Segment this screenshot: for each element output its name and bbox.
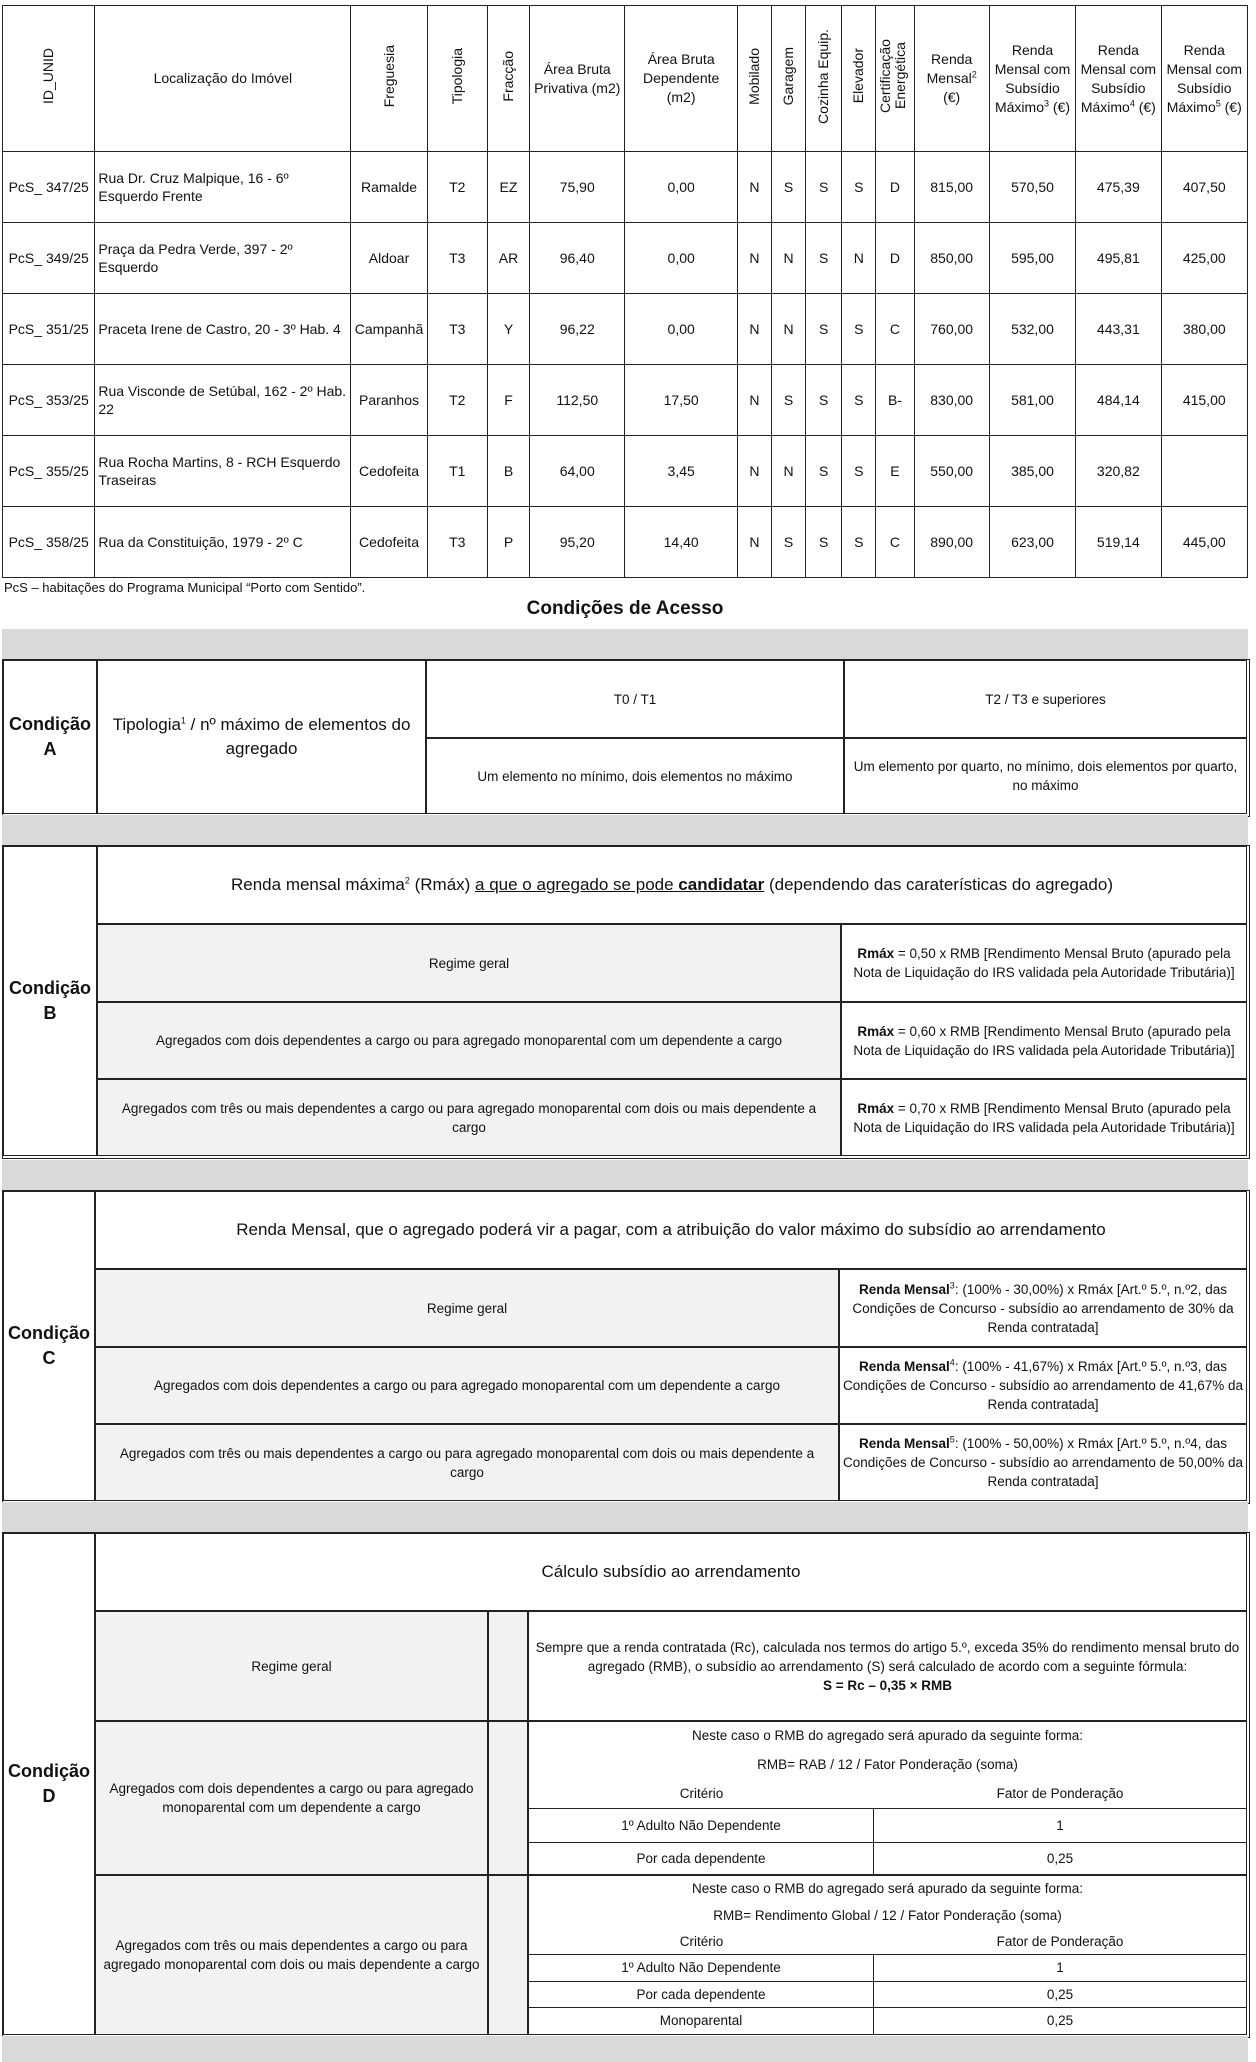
- condition-d-group3-row: Por cada dependente: [529, 1981, 874, 2007]
- units-header-row: [3, 6, 1248, 152]
- cell-area-privativa: 96,22: [530, 294, 625, 365]
- table-row: [3, 152, 1248, 223]
- condition-a-col1-value: Um elemento no mínimo, dois elementos no máximo: [426, 738, 844, 814]
- cell-area-privativa: 75,90: [530, 152, 625, 223]
- condition-d-spacer: [488, 1611, 528, 1721]
- condition-a-col2-value: Um elemento por quarto, no mínimo, dois elementos por quarto, no máximo: [844, 738, 1247, 814]
- cell-mobilado: N: [737, 436, 771, 507]
- condition-d-group2-row-value: 0,25: [874, 1842, 1246, 1874]
- condition-c-box: [2, 1190, 1250, 1504]
- cell-area-dependente: 0,00: [625, 223, 737, 294]
- condition-a-col1-head: T0 / T1: [426, 660, 844, 738]
- cell-freguesia: Ramalde: [351, 152, 427, 223]
- cell-freguesia: Campanhã: [351, 294, 427, 365]
- condition-d-group2-formula: RMB= RAB / 12 / Fator Ponderação (soma): [757, 1757, 1018, 1772]
- cell-elevador: N: [842, 223, 876, 294]
- cell-renda-mensal: 550,00: [914, 436, 989, 507]
- cell-fraccao: Y: [487, 294, 529, 365]
- table-row: [3, 436, 1248, 507]
- condition-c-row2-label: Agregados com dois dependentes a cargo ou para agregado monoparental com um dependente a cargo: [95, 1347, 839, 1424]
- cell-cozinha: S: [806, 223, 842, 294]
- condition-b-row3-value: Rmáx = 0,70 x RMB [Rendimento Mensal Bruto (apurado pela Nota de Liquidação do IRS validada pela Autoridade Tributária)]: [841, 1079, 1247, 1156]
- col-header-elevador: Elevador: [842, 6, 876, 152]
- cell-mobilado: N: [737, 507, 771, 578]
- cell-renda-mensal: 815,00: [914, 152, 989, 223]
- condition-b-row2-value: Rmáx = 0,60 x RMB [Rendimento Mensal Bruto (apurado pela Nota de Liquidação do IRS validada pela Autoridade Tributária)]: [841, 1002, 1247, 1079]
- condition-d-group2-row: 1º Adulto Não Dependente: [529, 1808, 874, 1842]
- cell-elevador: S: [842, 152, 876, 223]
- cell-renda-subsidio-4: 495,81: [1076, 223, 1161, 294]
- condition-d-group2-label: Agregados com dois dependentes a cargo ou para agregado monoparental com um dependente a cargo: [95, 1721, 488, 1875]
- cell-area-privativa: 112,50: [530, 365, 625, 436]
- cell-localizacao: Rua Rocha Martins, 8 - RCH Esquerdo Traseiras: [95, 436, 351, 507]
- cell-area-privativa: 64,00: [530, 436, 625, 507]
- condition-d-group3-row: 1º Adulto Não Dependente: [529, 1954, 874, 1981]
- cell-certificacao: B-: [876, 365, 914, 436]
- cell-fraccao: AR: [487, 223, 529, 294]
- condition-b-row2-label: Agregados com dois dependentes a cargo ou para agregado monoparental com um dependente a cargo: [97, 1002, 841, 1079]
- condition-a-description: Tipologia$^1$ / nº máximo de elementos do agregado: [97, 660, 426, 814]
- cell-localizacao: Rua Visconde de Setúbal, 162 - 2º Hab. 22: [95, 365, 351, 436]
- condition-d-group2-crit-head: Critério: [679, 1786, 724, 1801]
- cell-cozinha: S: [806, 294, 842, 365]
- cell-localizacao: Praça da Pedra Verde, 397 - 2º Esquerdo: [95, 223, 351, 294]
- table-row: [3, 365, 1248, 436]
- col-header-fraccao: Fracção: [487, 6, 529, 152]
- condition-d-group2-panel: [528, 1721, 1247, 1875]
- condition-c-label: Condição C: [3, 1191, 95, 1501]
- cell-localizacao: Rua da Constituição, 1979 - 2º C: [95, 507, 351, 578]
- cell-fraccao: B: [487, 436, 529, 507]
- col-header-freguesia: Freguesia: [351, 6, 427, 152]
- cell-tipologia: T3: [427, 223, 487, 294]
- cell-garagem: N: [772, 436, 806, 507]
- section-title: Condições de Acesso: [526, 598, 724, 619]
- separator-band: [2, 1160, 1248, 1190]
- cell-cozinha: S: [806, 152, 842, 223]
- cell-renda-subsidio-5: [1161, 436, 1248, 507]
- cell-renda-mensal: 850,00: [914, 223, 989, 294]
- condition-d-group3-row: Monoparental: [529, 2007, 874, 2034]
- cell-renda-subsidio-3: 623,00: [989, 507, 1075, 578]
- cell-area-privativa: 96,40: [530, 223, 625, 294]
- cell-renda-subsidio-4: 475,39: [1076, 152, 1161, 223]
- cell-renda-subsidio-4: 484,14: [1076, 365, 1161, 436]
- col-header-certificacao: Certificação Energética: [876, 6, 914, 152]
- cell-renda-mensal: 760,00: [914, 294, 989, 365]
- cell-garagem: N: [772, 294, 806, 365]
- table-row: [3, 294, 1248, 365]
- condition-a-col2-head: T2 / T3 e superiores: [844, 660, 1247, 738]
- condition-d-group3-row-value: 1: [874, 1954, 1246, 1981]
- col-header-garagem: Garagem: [772, 6, 806, 152]
- condition-c-row1-label: Regime geral: [95, 1269, 839, 1347]
- cell-mobilado: N: [737, 294, 771, 365]
- cell-garagem: N: [772, 223, 806, 294]
- cell-id: PcS_ 355/25: [3, 436, 95, 507]
- cell-garagem: S: [772, 507, 806, 578]
- condition-c-row3-label: Agregados com três ou mais dependentes a cargo ou para agregado monoparental com dois ou mais dependente a cargo: [95, 1424, 839, 1501]
- cell-area-dependente: 17,50: [625, 365, 737, 436]
- condition-d-group3-crit-head: Critério: [679, 1934, 724, 1949]
- cell-cozinha: S: [806, 365, 842, 436]
- cell-renda-subsidio-5: 425,00: [1161, 223, 1248, 294]
- cell-certificacao: D: [876, 223, 914, 294]
- col-header-renda-subsidio-5: Renda Mensal com Subsídio Máximo$^5$ (€): [1161, 6, 1248, 152]
- condition-a-label: Condição A: [3, 660, 97, 814]
- condition-b-label: Condição B: [3, 846, 97, 1156]
- cell-renda-subsidio-4: 320,82: [1076, 436, 1161, 507]
- cell-renda-subsidio-5: 407,50: [1161, 152, 1248, 223]
- cell-freguesia: Cedofeita: [351, 507, 427, 578]
- cell-renda-subsidio-4: 443,31: [1076, 294, 1161, 365]
- col-header-localizacao: Localização do Imóvel: [95, 6, 351, 152]
- col-header-cozinha: Cozinha Equip.: [806, 6, 842, 152]
- cell-certificacao: D: [876, 152, 914, 223]
- cell-id: PcS_ 347/25: [3, 152, 95, 223]
- condition-d-group3-panel: [528, 1875, 1247, 2035]
- cell-mobilado: N: [737, 223, 771, 294]
- cell-cozinha: S: [806, 507, 842, 578]
- cell-freguesia: Paranhos: [351, 365, 427, 436]
- condition-d-group3-intro: Neste caso o RMB do agregado será apurado da seguinte forma:: [692, 1881, 1083, 1896]
- condition-b-row1-value: Rmáx = 0,50 x RMB [Rendimento Mensal Bruto (apurado pela Nota de Liquidação do IRS validada pela Autoridade Tributária)]: [841, 924, 1247, 1002]
- condition-d-group2-row-value: 1: [874, 1808, 1246, 1842]
- cell-area-dependente: 14,40: [625, 507, 737, 578]
- cell-elevador: S: [842, 436, 876, 507]
- cell-fraccao: F: [487, 365, 529, 436]
- table-row: [3, 507, 1248, 578]
- condition-d-general-text: Sempre que a renda contratada (Rc), calculada nos termos do artigo 5.º, exceda 35% do rendimento mensal bruto do agregado (RMB), o subsídio ao arrendamento (S) será calculado de acordo com a seguinte fórmula: S = Rc – 0,35 × RMB: [528, 1611, 1247, 1721]
- cell-renda-mensal: 890,00: [914, 507, 989, 578]
- cell-renda-subsidio-5: 415,00: [1161, 365, 1248, 436]
- cell-area-dependente: 0,00: [625, 152, 737, 223]
- separator-band: [2, 1502, 1248, 1532]
- col-header-id: ID_UNID: [3, 6, 95, 152]
- cell-tipologia: T3: [427, 294, 487, 365]
- cell-renda-subsidio-3: 595,00: [989, 223, 1075, 294]
- cell-cozinha: S: [806, 436, 842, 507]
- cell-area-dependente: 0,00: [625, 294, 737, 365]
- cell-elevador: S: [842, 507, 876, 578]
- units-table: [2, 5, 1248, 578]
- col-header-renda-subsidio-3: Renda Mensal com Subsídio Máximo$^3$ (€): [989, 6, 1075, 152]
- cell-freguesia: Aldoar: [351, 223, 427, 294]
- condition-d-group2-row: Por cada dependente: [529, 1842, 874, 1874]
- condition-d-spacer: [488, 1721, 528, 1875]
- condition-d-group2-intro: Neste caso o RMB do agregado será apurado da seguinte forma:: [692, 1728, 1083, 1743]
- cell-area-privativa: 95,20: [530, 507, 625, 578]
- condition-a-box: [2, 659, 1250, 817]
- condition-d-group3-formula: RMB= Rendimento Global / 12 / Fator Ponderação (soma): [713, 1908, 1062, 1923]
- condition-d-group3-row-value: 0,25: [874, 1981, 1246, 2007]
- condition-b-row3-label: Agregados com três ou mais dependentes a cargo ou para agregado monoparental com dois ou mais dependente a cargo: [97, 1079, 841, 1156]
- condition-b-header: Renda mensal máxima$^2$ (Rmáx) a que o agregado se pode candidatar (dependendo das caraterísticas do agregado): [97, 846, 1247, 924]
- condition-b-row1-label: Regime geral: [97, 924, 841, 1002]
- condition-d-group3-row-value: 0,25: [874, 2007, 1246, 2034]
- cell-renda-subsidio-5: 380,00: [1161, 294, 1248, 365]
- cell-id: PcS_ 353/25: [3, 365, 95, 436]
- condition-d-box: [2, 1532, 1250, 2038]
- condition-d-group2-fator-head: Fator de Ponderação: [996, 1786, 1124, 1801]
- condition-b-box: [2, 845, 1250, 1159]
- condition-d-label: Condição D: [3, 1533, 95, 2035]
- col-header-tipologia: Tipologia: [427, 6, 487, 152]
- cell-renda-subsidio-3: 385,00: [989, 436, 1075, 507]
- col-header-area-privativa: Área Bruta Privativa (m2): [530, 6, 625, 152]
- table-row: [3, 223, 1248, 294]
- condition-d-group3-fator-head: Fator de Ponderação: [996, 1934, 1124, 1949]
- cell-id: PcS_ 358/25: [3, 507, 95, 578]
- cell-elevador: S: [842, 294, 876, 365]
- cell-renda-mensal: 830,00: [914, 365, 989, 436]
- col-header-renda-mensal: Renda Mensal$^2$ (€): [914, 6, 989, 152]
- cell-tipologia: T2: [427, 365, 487, 436]
- cell-certificacao: E: [876, 436, 914, 507]
- cell-mobilado: N: [737, 365, 771, 436]
- col-header-renda-subsidio-4: Renda Mensal com Subsídio Máximo$^4$ (€): [1076, 6, 1161, 152]
- cell-id: PcS_ 351/25: [3, 294, 95, 365]
- condition-d-formula: S = Rc – 0,35 × RMB: [822, 1677, 953, 1693]
- condition-d-general-label: Regime geral: [95, 1611, 488, 1721]
- cell-freguesia: Cedofeita: [351, 436, 427, 507]
- separator-band: [2, 2036, 1248, 2062]
- condition-d-spacer: [488, 1875, 528, 2035]
- cell-tipologia: T2: [427, 152, 487, 223]
- condition-c-row2-value: Renda Mensal$^4$: (100% - 41,67%) x Rmáx [Art.º 5.º, n.º3, das Condições de Concurso - subsídio ao arrendamento de 41,67% da Renda contratada]: [839, 1347, 1247, 1424]
- cell-renda-subsidio-3: 581,00: [989, 365, 1075, 436]
- condition-c-row3-value: Renda Mensal$^5$: (100% - 50,00%) x Rmáx [Art.º 5.º, n.º4, das Condições de Concurso - subsídio ao arrendamento de 50,00% da Renda contratada]: [839, 1424, 1247, 1501]
- cell-fraccao: P: [487, 507, 529, 578]
- table-footnote: PcS – habitações do Programa Municipal “Porto com Sentido”.: [4, 580, 366, 595]
- separator-band: [2, 815, 1248, 845]
- cell-id: PcS_ 349/25: [3, 223, 95, 294]
- cell-elevador: S: [842, 365, 876, 436]
- condition-d-group3-label: Agregados com três ou mais dependentes a cargo ou para agregado monoparental com dois ou mais dependente a cargo: [95, 1875, 488, 2035]
- condition-d-header: Cálculo subsídio ao arrendamento: [95, 1533, 1247, 1611]
- condition-c-header: Renda Mensal, que o agregado poderá vir a pagar, com a atribuição do valor máximo do subsídio ao arrendamento: [95, 1191, 1247, 1269]
- cell-area-dependente: 3,45: [625, 436, 737, 507]
- cell-renda-subsidio-5: 445,00: [1161, 507, 1248, 578]
- cell-certificacao: C: [876, 507, 914, 578]
- col-header-mobilado: Mobilado: [737, 6, 771, 152]
- cell-certificacao: C: [876, 294, 914, 365]
- cell-localizacao: Praceta Irene de Castro, 20 - 3º Hab. 4: [95, 294, 351, 365]
- cell-mobilado: N: [737, 152, 771, 223]
- cell-garagem: S: [772, 152, 806, 223]
- cell-tipologia: T1: [427, 436, 487, 507]
- cell-tipologia: T3: [427, 507, 487, 578]
- separator-band: [2, 629, 1248, 659]
- cell-fraccao: EZ: [487, 152, 529, 223]
- condition-c-row1-value: Renda Mensal$^3$: (100% - 30,00%) x Rmáx [Art.º 5.º, n.º2, das Condições de Concurso - subsídio ao arrendamento de 30% da Renda contratada]: [839, 1269, 1247, 1347]
- cell-renda-subsidio-3: 570,50: [989, 152, 1075, 223]
- col-header-area-dependente: Área Bruta Dependente (m2): [625, 6, 737, 152]
- cell-garagem: S: [772, 365, 806, 436]
- cell-localizacao: Rua Dr. Cruz Malpique, 16 - 6º Esquerdo Frente: [95, 152, 351, 223]
- cell-renda-subsidio-3: 532,00: [989, 294, 1075, 365]
- cell-renda-subsidio-4: 519,14: [1076, 507, 1161, 578]
